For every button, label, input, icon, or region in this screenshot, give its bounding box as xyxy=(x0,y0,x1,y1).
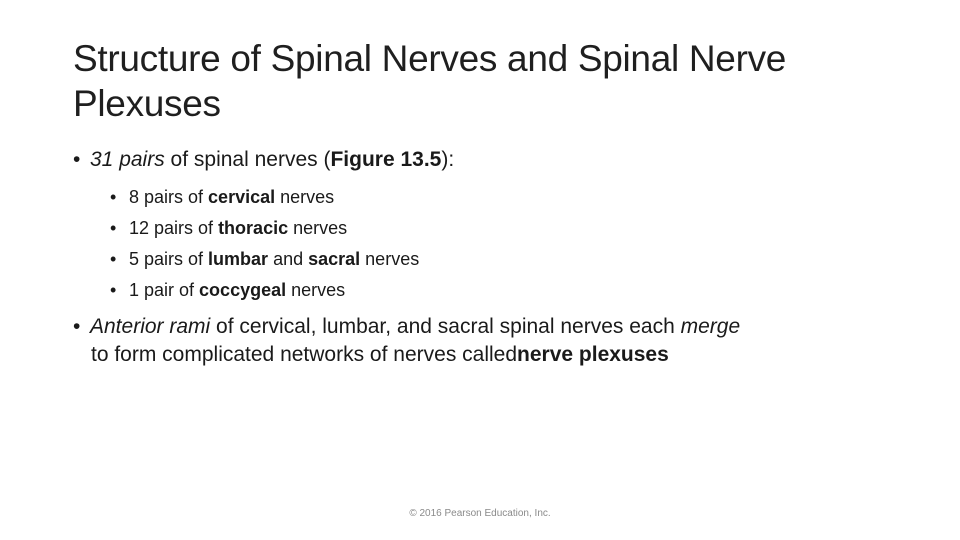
italic-text: merge xyxy=(680,315,741,338)
list-item xyxy=(110,182,419,213)
item-text: 8 pairs of xyxy=(129,187,209,207)
item-text: 12 pairs of xyxy=(129,218,219,238)
bullet-text: of cervical, lumbar, and sacral spinal nerves each xyxy=(210,315,681,338)
slide-title: Structure of Spinal Nerves and Spinal Nerve Plexuses xyxy=(73,38,787,124)
item-text: nerves xyxy=(288,218,348,238)
item-text: nerves xyxy=(360,249,420,269)
nerve-pairs-list xyxy=(110,182,419,306)
bullet-text: ): xyxy=(441,148,455,171)
bullet-marker: • xyxy=(110,187,117,207)
bullet-marker: • xyxy=(110,218,117,238)
item-bold: sacral xyxy=(308,249,361,269)
bullet-marker: • xyxy=(110,280,117,300)
item-bold: coccygeal xyxy=(199,280,287,300)
bullet-anterior-rami xyxy=(73,313,903,369)
bullet-marker: • xyxy=(73,148,81,171)
item-bold: thoracic xyxy=(218,218,289,238)
bullet-text: of spinal nerves ( xyxy=(164,148,331,171)
copyright-footer: © 2016 Pearson Education, Inc. xyxy=(409,508,551,519)
item-text: 5 pairs of xyxy=(129,249,209,269)
item-text: 1 pair of xyxy=(129,280,200,300)
item-bold: lumbar xyxy=(208,249,269,269)
item-bold: cervical xyxy=(208,187,276,207)
item-text: and xyxy=(268,249,309,269)
bullet-text: to form complicated networks of nerves called xyxy=(91,343,518,366)
figure-reference: Figure 13.5 xyxy=(330,148,442,171)
item-text: nerves xyxy=(286,280,346,300)
bullet-marker: • xyxy=(73,315,81,338)
list-item xyxy=(110,213,419,244)
key-term: nerve plexuses xyxy=(517,343,669,366)
list-item xyxy=(110,275,419,306)
list-item xyxy=(110,244,419,275)
bullet-spinal-nerve-pairs xyxy=(73,146,454,174)
bullet-marker: • xyxy=(110,249,117,269)
item-text: nerves xyxy=(275,187,335,207)
italic-text: 31 pairs xyxy=(90,148,165,171)
italic-text: Anterior rami xyxy=(90,315,211,338)
